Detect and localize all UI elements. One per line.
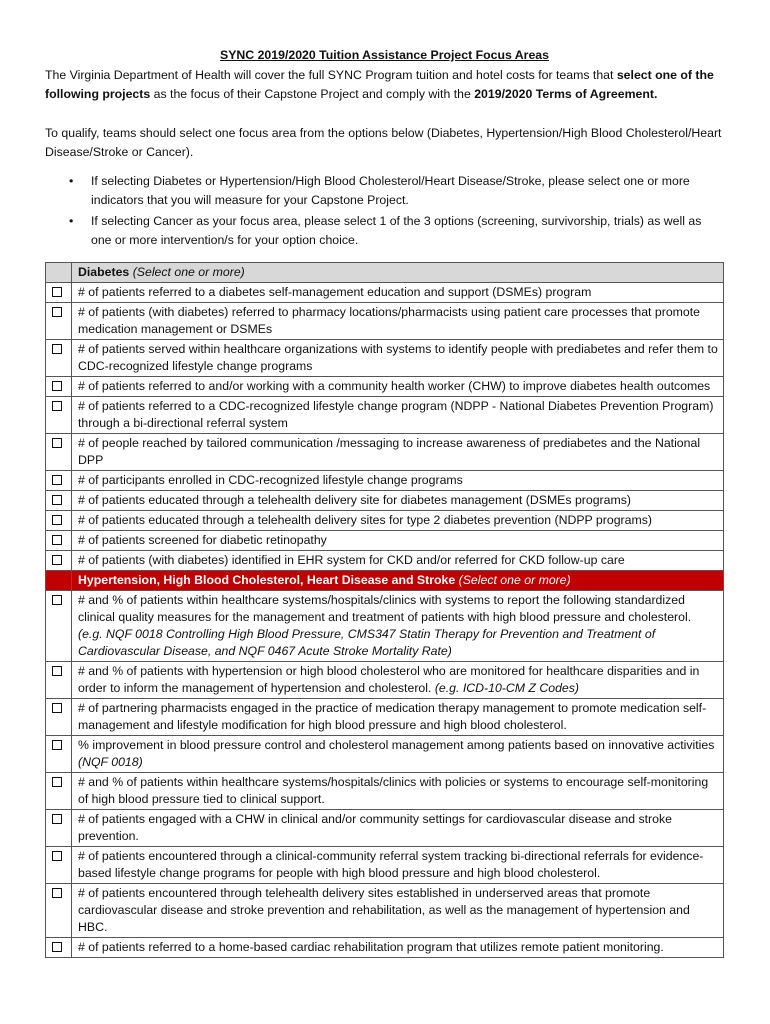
checkbox[interactable]: [52, 595, 62, 605]
intro-bold-2: 2019/2020 Terms of Agreement.: [474, 87, 658, 101]
checkbox[interactable]: [52, 438, 62, 448]
diabetes-section-note: (Select one or more): [132, 265, 245, 279]
diabetes-row: [46, 397, 724, 434]
diabetes-row: [46, 434, 724, 471]
checkbox[interactable]: [52, 381, 62, 391]
hypertension-item-text: # and % of patients within healthcare systems/hospitals/clinics with policies or systems to encourage self-monitoring of high blood pressure tied to clinical support.: [78, 775, 709, 806]
checkbox[interactable]: [52, 401, 62, 411]
checkbox[interactable]: [52, 307, 62, 317]
diabetes-item-text: # of patients (with diabetes) referred to pharmacy locations/pharmacists using patient care processes that promote medication management or DSMEs: [78, 305, 700, 336]
checkbox[interactable]: [52, 814, 62, 824]
page-title: SYNC 2019/2020 Tuition Assistance Project Focus Areas: [220, 48, 549, 62]
diabetes-item-text: # of patients referred to and/or working with a community health worker (CHW) to improve diabetes health outcomes: [78, 379, 711, 393]
checkbox[interactable]: [52, 666, 62, 676]
hypertension-item-text: # and % of patients with hypertension or high blood cholesterol who are monitored for healthcare disparities and in order to inform the management of hypertension and cholesterol.: [78, 664, 700, 695]
checkbox[interactable]: [52, 287, 62, 297]
intro-text-1: The Virginia Department of Health will cover the full SYNC Program tuition and hotel costs for teams that: [45, 68, 617, 82]
hypertension-row: [46, 773, 724, 810]
instruction-item: • If selecting Diabetes or Hypertension/High Blood Cholesterol/Heart Disease/Stroke, please select one or more indicators that you will measure for your Capstone Project.: [91, 172, 724, 210]
hypertension-header-row: [46, 571, 724, 591]
hypertension-row: [46, 847, 724, 884]
diabetes-row: [46, 303, 724, 340]
intro-bold-1: select one of the following projects: [45, 68, 714, 101]
qualify-paragraph: To qualify, teams should select one focus area from the options below (Diabetes, Hypertension/High Blood Cholesterol/Heart Disease/Stroke or Cancer).: [45, 126, 722, 159]
hypertension-section-title: Hypertension, High Blood Cholesterol, Heart Disease and Stroke: [78, 573, 456, 587]
hypertension-row: [46, 938, 724, 958]
diabetes-item-text: # of patients educated through a telehealth delivery site for diabetes management (DSMEs programs): [78, 493, 631, 507]
checkbox[interactable]: [52, 475, 62, 485]
diabetes-row: [46, 551, 724, 571]
diabetes-item-text: # of participants enrolled in CDC-recognized lifestyle change programs: [78, 473, 463, 487]
hypertension-item-example: (NQF 0018): [78, 755, 143, 769]
diabetes-item-text: # of patients (with diabetes) identified in EHR system for CKD and/or referred for CKD follow-up care: [78, 553, 625, 567]
diabetes-row: [46, 531, 724, 551]
checkbox[interactable]: [52, 777, 62, 787]
diabetes-item-text: # of patients educated through a telehealth delivery sites for type 2 diabetes prevention (NDPP programs): [78, 513, 652, 527]
diabetes-row: [46, 511, 724, 531]
checkbox[interactable]: [52, 851, 62, 861]
hypertension-row: [46, 699, 724, 736]
checkbox[interactable]: [52, 942, 62, 952]
checkbox[interactable]: [52, 344, 62, 354]
diabetes-row: [46, 491, 724, 511]
hypertension-section-note: (Select one or more): [458, 573, 571, 587]
focus-areas-table: [45, 262, 724, 958]
checkbox[interactable]: [52, 703, 62, 713]
hypertension-row: [46, 810, 724, 847]
diabetes-section-title: Diabetes: [78, 265, 130, 279]
hypertension-item-text: # of partnering pharmacists engaged in the practice of medication therapy management to promote medication self-management and lifestyle modification for high blood pressure and high blood cholesterol.: [78, 701, 707, 732]
intro-text-2: as the focus of their Capstone Project and comply with the: [150, 87, 475, 101]
hypertension-item-text: # of patients encountered through a clinical-community referral system tracking bi-directional referrals for evidence-based lifestyle change programs for people with high blood pressure and high blood cholesterol.: [78, 849, 704, 880]
hypertension-row: [46, 591, 724, 662]
diabetes-item-text: # of patients screened for diabetic retinopathy: [78, 533, 327, 547]
checkbox[interactable]: [52, 495, 62, 505]
diabetes-item-text: # of patients served within healthcare organizations with systems to identify people with prediabetes and refer them to CDC-recognized lifestyle change programs: [78, 342, 718, 373]
instruction-list: [45, 172, 724, 250]
hypertension-item-text: # of patients referred to a home-based cardiac rehabilitation program that utilizes remote patient monitoring.: [78, 940, 664, 954]
hypertension-item-text: # and % of patients within healthcare systems/hospitals/clinics with systems to report the following standardized clinical quality measures for the management and treatment of patients with high blood pressure and cholesterol.: [78, 593, 692, 624]
diabetes-header-row: [46, 263, 724, 283]
instruction-item: • If selecting Cancer as your focus area, please select 1 of the 3 options (screening, survivorship, trials) as well as one or more intervention/s for your option choice.: [91, 212, 724, 250]
diabetes-item-text: # of patients referred to a CDC-recognized lifestyle change program (NDPP - National Diabetes Prevention Program) through a bi-directional referral system: [78, 399, 714, 430]
checkbox[interactable]: [52, 515, 62, 525]
hypertension-row: [46, 884, 724, 938]
hypertension-item-example: (e.g. NQF 0018 Controlling High Blood Pressure, CMS347 Statin Therapy for Prevention and Treatment of Cardiovascular Disease, and NQF 0467 Acute Stroke Mortality Rate): [78, 627, 656, 658]
hypertension-item-example: (e.g. ICD-10-CM Z Codes): [434, 681, 580, 695]
diabetes-row: [46, 471, 724, 491]
checkbox[interactable]: [52, 535, 62, 545]
checkbox[interactable]: [52, 888, 62, 898]
hypertension-item-text: % improvement in blood pressure control and cholesterol management among patients based on innovative activities: [78, 738, 715, 752]
intro-paragraph: [45, 66, 724, 104]
hypertension-row: [46, 736, 724, 773]
checkbox[interactable]: [52, 555, 62, 565]
hypertension-item-text: # of patients encountered through telehealth delivery sites established in underserved areas that promote cardiovascular disease and stroke prevention and rehabilitation, as well as the management of hypertension and HBC.: [78, 886, 690, 934]
diabetes-row: [46, 377, 724, 397]
diabetes-item-text: # of people reached by tailored communication /messaging to increase awareness of prediabetes and the National DPP: [78, 436, 701, 467]
diabetes-item-text: # of patients referred to a diabetes self-management education and support (DSMEs) program: [78, 285, 592, 299]
hypertension-item-text: # of patients engaged with a CHW in clinical and/or community settings for cardiovascular disease and stroke prevention.: [78, 812, 672, 843]
diabetes-row: [46, 340, 724, 377]
diabetes-row: [46, 283, 724, 303]
hypertension-row: [46, 662, 724, 699]
checkbox[interactable]: [52, 740, 62, 750]
